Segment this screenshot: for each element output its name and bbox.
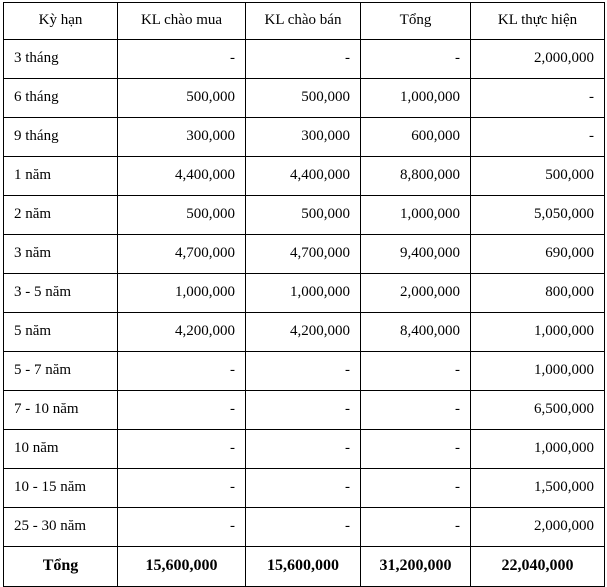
table-row bbox=[4, 118, 605, 157]
cell-ask-volume: 500,000 bbox=[246, 196, 361, 235]
column-header-total: Tổng bbox=[361, 3, 471, 40]
cell-total: - bbox=[361, 40, 471, 79]
cell-executed-volume: 6,500,000 bbox=[471, 391, 605, 430]
table-header bbox=[4, 3, 605, 40]
table-row bbox=[4, 352, 605, 391]
cell-term: 5 - 7 năm bbox=[4, 352, 118, 391]
table-row bbox=[4, 391, 605, 430]
cell-term: 3 tháng bbox=[4, 40, 118, 79]
cell-bid-volume: - bbox=[118, 469, 246, 508]
cell-total: - bbox=[361, 508, 471, 547]
header-row bbox=[4, 3, 605, 40]
cell-executed-volume: 500,000 bbox=[471, 157, 605, 196]
bond-term-volume-table bbox=[3, 2, 605, 587]
cell-bid-volume: - bbox=[118, 352, 246, 391]
cell-ask-volume: - bbox=[246, 508, 361, 547]
cell-bid-volume: - bbox=[118, 430, 246, 469]
cell-executed-volume: 2,000,000 bbox=[471, 40, 605, 79]
table-row bbox=[4, 196, 605, 235]
cell-executed-volume: 800,000 bbox=[471, 274, 605, 313]
table-row bbox=[4, 508, 605, 547]
cell-total: - bbox=[361, 391, 471, 430]
total-cell-total: 31,200,000 bbox=[361, 547, 471, 587]
table-row bbox=[4, 157, 605, 196]
cell-bid-volume: 500,000 bbox=[118, 79, 246, 118]
cell-term: 1 năm bbox=[4, 157, 118, 196]
table-row bbox=[4, 79, 605, 118]
cell-total: 2,000,000 bbox=[361, 274, 471, 313]
cell-executed-volume: 5,050,000 bbox=[471, 196, 605, 235]
cell-bid-volume: - bbox=[118, 40, 246, 79]
cell-bid-volume: 500,000 bbox=[118, 196, 246, 235]
cell-total: 1,000,000 bbox=[361, 79, 471, 118]
cell-ask-volume: - bbox=[246, 40, 361, 79]
cell-ask-volume: - bbox=[246, 391, 361, 430]
cell-term: 3 - 5 năm bbox=[4, 274, 118, 313]
cell-bid-volume: - bbox=[118, 508, 246, 547]
cell-total: 1,000,000 bbox=[361, 196, 471, 235]
table-row bbox=[4, 469, 605, 508]
cell-total: 600,000 bbox=[361, 118, 471, 157]
cell-ask-volume: 4,700,000 bbox=[246, 235, 361, 274]
column-header-bid-volume: KL chào mua bbox=[118, 3, 246, 40]
cell-executed-volume: - bbox=[471, 79, 605, 118]
column-header-ask-volume: KL chào bán bbox=[246, 3, 361, 40]
cell-total: 9,400,000 bbox=[361, 235, 471, 274]
cell-term: 5 năm bbox=[4, 313, 118, 352]
cell-executed-volume: 1,000,000 bbox=[471, 313, 605, 352]
cell-term: 9 tháng bbox=[4, 118, 118, 157]
table-total-row bbox=[4, 547, 605, 587]
cell-executed-volume: 1,000,000 bbox=[471, 430, 605, 469]
cell-total: 8,400,000 bbox=[361, 313, 471, 352]
cell-ask-volume: 300,000 bbox=[246, 118, 361, 157]
cell-bid-volume: 4,200,000 bbox=[118, 313, 246, 352]
cell-term: 10 - 15 năm bbox=[4, 469, 118, 508]
cell-term: 6 tháng bbox=[4, 79, 118, 118]
table-row bbox=[4, 40, 605, 79]
cell-term: 3 năm bbox=[4, 235, 118, 274]
cell-ask-volume: - bbox=[246, 352, 361, 391]
cell-total: 8,800,000 bbox=[361, 157, 471, 196]
cell-total: - bbox=[361, 469, 471, 508]
cell-ask-volume: - bbox=[246, 430, 361, 469]
cell-bid-volume: - bbox=[118, 391, 246, 430]
cell-executed-volume: 1,500,000 bbox=[471, 469, 605, 508]
cell-ask-volume: 500,000 bbox=[246, 79, 361, 118]
cell-executed-volume: 1,000,000 bbox=[471, 352, 605, 391]
cell-term: 7 - 10 năm bbox=[4, 391, 118, 430]
cell-bid-volume: 300,000 bbox=[118, 118, 246, 157]
table-body bbox=[4, 40, 605, 587]
cell-ask-volume: 4,200,000 bbox=[246, 313, 361, 352]
total-cell-executed-volume: 22,040,000 bbox=[471, 547, 605, 587]
cell-total: - bbox=[361, 352, 471, 391]
table-row bbox=[4, 235, 605, 274]
cell-executed-volume: 2,000,000 bbox=[471, 508, 605, 547]
column-header-executed: KL thực hiện bbox=[471, 3, 605, 40]
cell-term: 2 năm bbox=[4, 196, 118, 235]
total-cell-term: Tổng bbox=[4, 547, 118, 587]
total-cell-ask-volume: 15,600,000 bbox=[246, 547, 361, 587]
cell-term: 25 - 30 năm bbox=[4, 508, 118, 547]
table-row bbox=[4, 430, 605, 469]
cell-total: - bbox=[361, 430, 471, 469]
cell-bid-volume: 1,000,000 bbox=[118, 274, 246, 313]
table-row bbox=[4, 274, 605, 313]
cell-ask-volume: 1,000,000 bbox=[246, 274, 361, 313]
cell-executed-volume: - bbox=[471, 118, 605, 157]
table-row bbox=[4, 313, 605, 352]
total-cell-bid-volume: 15,600,000 bbox=[118, 547, 246, 587]
cell-term: 10 năm bbox=[4, 430, 118, 469]
cell-ask-volume: 4,400,000 bbox=[246, 157, 361, 196]
cell-executed-volume: 690,000 bbox=[471, 235, 605, 274]
cell-ask-volume: - bbox=[246, 469, 361, 508]
cell-bid-volume: 4,400,000 bbox=[118, 157, 246, 196]
column-header-term: Kỳ hạn bbox=[4, 3, 118, 40]
cell-bid-volume: 4,700,000 bbox=[118, 235, 246, 274]
